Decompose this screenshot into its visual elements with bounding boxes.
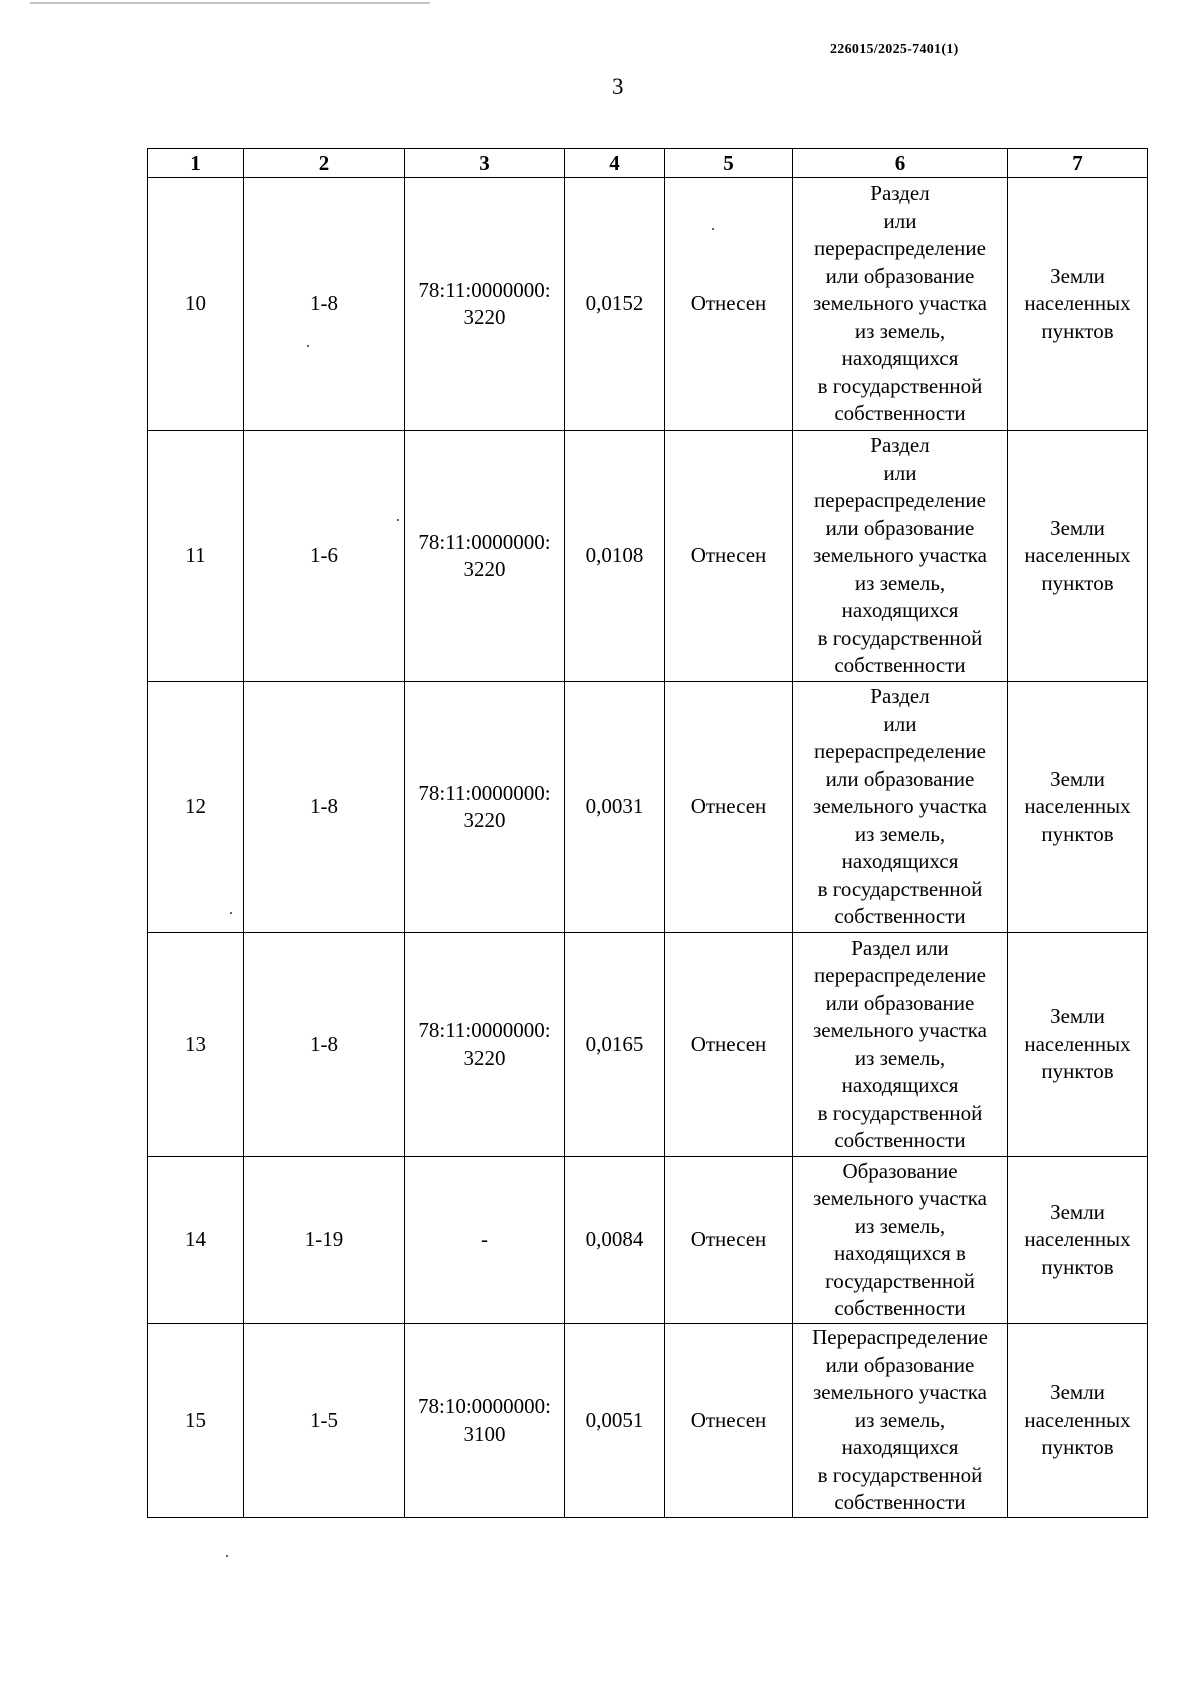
cell-area: 0,0152 bbox=[565, 178, 665, 431]
cell-cadastral-number: 78:11:0000000: 3220 bbox=[405, 431, 565, 682]
cell-land-category: Земли населенных пунктов bbox=[1008, 933, 1148, 1157]
cell-area: 0,0108 bbox=[565, 431, 665, 682]
cell-method: Образование земельного участка из земель, находящихся в государственной собственности bbox=[793, 1157, 1008, 1324]
cell-cadastral-number: 78:10:0000000: 3100 bbox=[405, 1324, 565, 1518]
cell-area: 0,0051 bbox=[565, 1324, 665, 1518]
table-row bbox=[148, 682, 1148, 933]
table-row bbox=[148, 1324, 1148, 1518]
scan-speck bbox=[307, 345, 309, 347]
table-body bbox=[148, 178, 1148, 1518]
column-header-2: 2 bbox=[244, 149, 405, 178]
table-row bbox=[148, 178, 1148, 431]
cell-area: 0,0084 bbox=[565, 1157, 665, 1324]
header-row bbox=[148, 149, 1148, 178]
cell-land-category: Земли населенных пунктов bbox=[1008, 431, 1148, 682]
cell-method: Раздел или перераспределение или образование земельного участка из земель, находящихся в государственной собственности bbox=[793, 431, 1008, 682]
column-header-3: 3 bbox=[405, 149, 565, 178]
cell-points: 1-8 bbox=[244, 178, 405, 431]
cell-land-category: Земли населенных пунктов bbox=[1008, 682, 1148, 933]
cell-cadastral-number: - bbox=[405, 1157, 565, 1324]
column-header-6: 6 bbox=[793, 149, 1008, 178]
cell-status: Отнесен bbox=[665, 1157, 793, 1324]
scan-top-rule bbox=[30, 2, 430, 4]
column-header-1: 1 bbox=[148, 149, 244, 178]
cell-cadastral-number: 78:11:0000000: 3220 bbox=[405, 178, 565, 431]
cell-points: 1-8 bbox=[244, 933, 405, 1157]
cell-method: Раздел или перераспределение или образование земельного участка из земель, находящихся в государственной собственности bbox=[793, 682, 1008, 933]
cell-status: Отнесен bbox=[665, 178, 793, 431]
cell-number: 15 bbox=[148, 1324, 244, 1518]
cell-status: Отнесен bbox=[665, 431, 793, 682]
cell-method: Раздел или перераспределение или образование земельного участка из земель, находящихся в государственной собственности bbox=[793, 178, 1008, 431]
column-header-4: 4 bbox=[565, 149, 665, 178]
column-header-5: 5 bbox=[665, 149, 793, 178]
land-plots-table bbox=[147, 148, 1148, 1518]
scan-speck bbox=[226, 1555, 228, 1557]
table-header bbox=[148, 149, 1148, 178]
cell-points: 1-8 bbox=[244, 682, 405, 933]
cell-cadastral-number: 78:11:0000000: 3220 bbox=[405, 933, 565, 1157]
cell-number: 12 bbox=[148, 682, 244, 933]
cell-area: 0,0165 bbox=[565, 933, 665, 1157]
column-header-7: 7 bbox=[1008, 149, 1148, 178]
cell-method: Перераспределение или образование земельного участка из земель, находящихся в государственной собственности bbox=[793, 1324, 1008, 1518]
scan-speck bbox=[397, 519, 399, 521]
scan-speck bbox=[230, 912, 232, 914]
document-number: 226015/2025-7401(1) bbox=[830, 42, 959, 57]
cell-area: 0,0031 bbox=[565, 682, 665, 933]
page-number: 3 bbox=[612, 74, 624, 99]
cell-points: 1-19 bbox=[244, 1157, 405, 1324]
table-row bbox=[148, 431, 1148, 682]
cell-number: 14 bbox=[148, 1157, 244, 1324]
cell-number: 13 bbox=[148, 933, 244, 1157]
cell-status: Отнесен bbox=[665, 682, 793, 933]
cell-status: Отнесен bbox=[665, 1324, 793, 1518]
cell-land-category: Земли населенных пунктов bbox=[1008, 1157, 1148, 1324]
table-row bbox=[148, 1157, 1148, 1324]
cell-points: 1-6 bbox=[244, 431, 405, 682]
cell-points: 1-5 bbox=[244, 1324, 405, 1518]
cell-method: Раздел или перераспределение или образование земельного участка из земель, находящихся в государственной собственности bbox=[793, 933, 1008, 1157]
cell-land-category: Земли населенных пунктов bbox=[1008, 178, 1148, 431]
scan-speck bbox=[712, 228, 714, 230]
table-row bbox=[148, 933, 1148, 1157]
cell-land-category: Земли населенных пунктов bbox=[1008, 1324, 1148, 1518]
cell-number: 11 bbox=[148, 431, 244, 682]
cell-status: Отнесен bbox=[665, 933, 793, 1157]
cell-number: 10 bbox=[148, 178, 244, 431]
cell-cadastral-number: 78:11:0000000: 3220 bbox=[405, 682, 565, 933]
